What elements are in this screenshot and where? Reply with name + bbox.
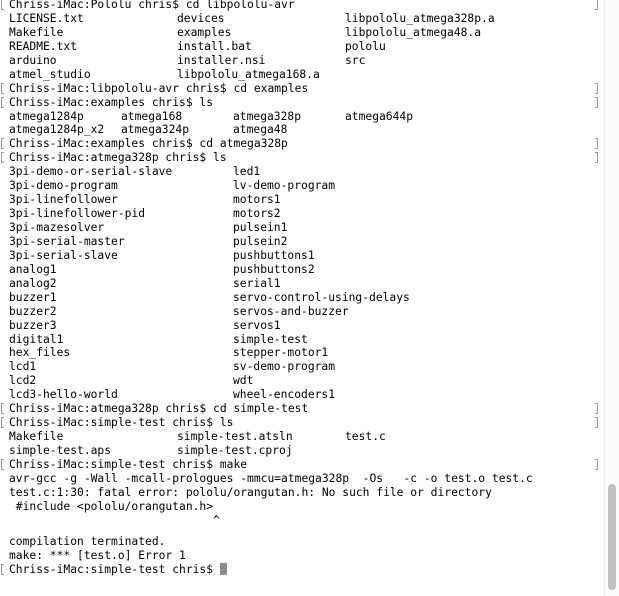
file-entry: sv-demo-program [233, 360, 336, 374]
file-entry: install.bat [177, 39, 252, 53]
file-entry: Makefile [9, 25, 64, 39]
file-entry: pushbuttons2 [233, 262, 315, 276]
file-entry: buzzer2 [9, 304, 57, 318]
file-entry: simple-test.cproj [177, 444, 293, 457]
file-entry: devices [177, 11, 225, 25]
ls-listing-row [9, 388, 595, 402]
output-line [9, 535, 595, 549]
ls-listing-row [9, 430, 595, 444]
command-text: Chriss-iMac:examples chris$ ls [9, 95, 214, 109]
ls-listing-row [9, 207, 595, 221]
prompt-mark-left-icon [1, 138, 4, 149]
ls-listing-row [9, 179, 595, 193]
output-text: avr-gcc -g -Wall -mcall-prologues -mmcu=atmega328p -Os -c -o test.o test.c [9, 471, 533, 485]
command-text: Chriss-iMac:simple-test chris$ make [9, 457, 248, 471]
file-entry: motors2 [233, 207, 281, 221]
ls-listing-row [9, 333, 595, 347]
file-entry: 3pi-linefollower [9, 193, 118, 207]
file-entry: atmel_studio [9, 67, 91, 81]
file-entry: lcd1 [9, 360, 37, 374]
ls-listing-row [9, 165, 595, 179]
output-line [9, 514, 595, 528]
ls-listing-row [9, 40, 595, 54]
file-entry: atmega328p [233, 109, 302, 123]
output-text: test.c:1:30: fatal error: pololu/orangutan.h: No such file or directory [9, 485, 492, 499]
ls-listing-row [9, 305, 595, 319]
prompt-mark-left-icon [1, 83, 4, 94]
file-entry: 3pi-serial-slave [9, 248, 118, 262]
prompt-text: Chriss-iMac:simple-test chris$ [9, 562, 220, 576]
output-line [9, 486, 595, 500]
output-text: ^ [9, 513, 220, 527]
prompt-mark-left-icon [1, 564, 4, 575]
output-line [9, 472, 595, 486]
command-text: Chriss-iMac:atmega328p chris$ cd simple-test [9, 402, 309, 416]
prompt-mark-right-icon [595, 138, 598, 149]
prompt-mark-left-icon [1, 152, 4, 163]
prompt-mark-right-icon [595, 0, 598, 10]
file-entry: analog1 [9, 262, 57, 276]
prompt-line [9, 458, 595, 472]
ls-listing-row [9, 221, 595, 235]
prompt-line [9, 0, 595, 12]
ls-listing-row [9, 249, 595, 263]
scrollbar-thumb[interactable] [608, 484, 616, 590]
file-entry: simple-test [233, 332, 308, 346]
ls-listing-row [9, 193, 595, 207]
prompt-mark-right-icon [595, 83, 598, 94]
ls-listing-row [9, 110, 595, 124]
prompt-line [9, 82, 595, 96]
ls-listing-row [9, 444, 595, 458]
prompt-mark-right-icon [595, 459, 598, 470]
command-text: Chriss-iMac:Pololu chris$ cd libpololu-avr [9, 0, 295, 11]
file-entry: pushbuttons1 [233, 248, 315, 262]
file-entry: buzzer1 [9, 290, 57, 304]
prompt-mark-left-icon [1, 417, 4, 428]
ls-listing-row [9, 291, 595, 305]
file-entry: serial1 [233, 276, 281, 290]
file-entry: hex_files [9, 346, 71, 360]
prompt-mark-left-icon [1, 459, 4, 470]
ls-listing-row [9, 277, 595, 291]
ls-listing-row [9, 235, 595, 249]
file-entry: test.c [345, 430, 386, 444]
file-entry: atmega1284p_x2 [9, 123, 105, 137]
prompt-mark-left-icon [1, 97, 4, 108]
output-line [9, 500, 595, 514]
ls-listing-row [9, 123, 595, 137]
prompt-mark-right-icon [595, 152, 598, 163]
output-text: compilation terminated. [9, 534, 166, 548]
prompt-line [9, 402, 595, 416]
output-text: #include <pololu/orangutan.h> [9, 499, 214, 513]
prompt-mark-left-icon [1, 403, 4, 414]
file-entry: atmega1284p [9, 109, 84, 123]
file-entry: Makefile [9, 430, 64, 444]
file-entry: 3pi-linefollower-pid [9, 207, 146, 221]
ls-listing-row [9, 263, 595, 277]
file-entry: servos-and-buzzer [233, 304, 349, 318]
prompt-mark-left-icon [1, 0, 4, 10]
file-entry: examples [177, 25, 232, 39]
ls-listing-row [9, 26, 595, 40]
prompt-mark-right-icon [595, 417, 598, 428]
file-entry: 3pi-demo-program [9, 179, 118, 193]
ls-listing-row [9, 360, 595, 374]
file-entry: servo-control-using-delays [233, 290, 410, 304]
prompt-line [9, 137, 595, 151]
file-entry: arduino [9, 53, 57, 67]
output-text: make: *** [test.o] Error 1 [9, 548, 186, 562]
ls-listing-row [9, 68, 595, 82]
ls-listing-row [9, 12, 595, 26]
command-text: Chriss-iMac:examples chris$ cd atmega328p [9, 137, 288, 151]
file-entry: LICENSE.txt [9, 11, 84, 25]
ls-listing-row [9, 319, 595, 333]
prompt-line [9, 416, 595, 430]
file-entry: src [345, 53, 366, 67]
file-entry: buzzer3 [9, 318, 57, 332]
file-entry: 3pi-demo-or-serial-slave [9, 165, 173, 179]
prompt-line [9, 151, 595, 165]
file-entry: libpololu_atmega328p.a [345, 11, 495, 25]
output-line [9, 549, 595, 563]
file-entry: lcd2 [9, 374, 37, 388]
file-entry: libpololu_atmega48.a [345, 25, 482, 39]
ls-listing-row [9, 54, 595, 68]
file-entry: atmega168 [121, 109, 183, 123]
file-entry: wdt [233, 374, 254, 388]
prompt-line [9, 96, 595, 110]
vertical-scrollbar[interactable] [604, 0, 619, 596]
text-cursor [220, 563, 227, 575]
prompt-mark-right-icon [595, 403, 598, 414]
file-entry: pololu [345, 39, 386, 53]
file-entry: atmega48 [233, 123, 288, 137]
current-prompt-line [9, 563, 595, 577]
file-entry: wheel-encoders1 [233, 388, 336, 402]
file-entry: stepper-motor1 [233, 346, 329, 360]
command-text: Chriss-iMac:atmega328p chris$ ls [9, 151, 227, 165]
command-text: Chriss-iMac:simple-test chris$ ls [9, 416, 234, 430]
file-entry: lv-demo-program [233, 179, 336, 193]
ls-listing-row [9, 374, 595, 388]
terminal-output[interactable] [9, 0, 595, 576]
file-entry: atmega324p [121, 123, 190, 137]
file-entry: simple-test.atsln [177, 430, 293, 444]
file-entry: lcd3-hello-world [9, 388, 118, 402]
file-entry: pulsein2 [233, 234, 288, 248]
file-entry: led1 [233, 165, 261, 179]
file-entry: analog2 [9, 276, 57, 290]
file-entry: servos1 [233, 318, 281, 332]
file-entry: atmega644p [345, 109, 414, 123]
command-text: Chriss-iMac:libpololu-avr chris$ cd examples [9, 81, 309, 95]
file-entry: libpololu_atmega168.a [177, 67, 320, 81]
file-entry: pulsein1 [233, 221, 288, 234]
file-entry: motors1 [233, 193, 281, 207]
file-entry: README.txt [9, 39, 78, 53]
ls-listing-row [9, 346, 595, 360]
file-entry: 3pi-serial-master [9, 234, 125, 248]
file-entry: installer.nsi [177, 53, 266, 67]
file-entry: 3pi-mazesolver [9, 221, 105, 234]
file-entry: simple-test.aps [9, 444, 112, 457]
file-entry: digital1 [9, 332, 64, 346]
prompt-mark-right-icon [595, 97, 598, 108]
